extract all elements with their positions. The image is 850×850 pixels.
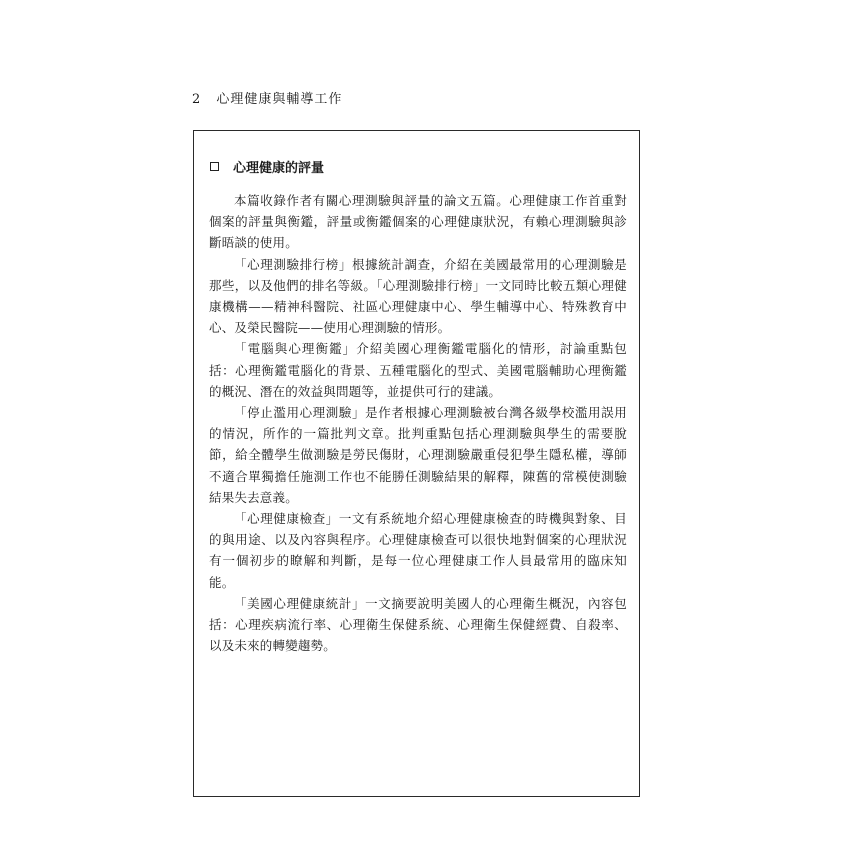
content-frame — [193, 130, 640, 797]
paragraph-test-ranking: 「心理測驗排行榜」根據統計調查，介紹在美國最常用的心理測驗是那些，以及他們的排名等級。「心理測驗排行榜」一文同時比較五類心理健康機構——精神科醫院、社區心理健康中心、學生輔導中心、特殊教育中心、及榮民醫院——使用心理測驗的情形。 — [209, 256, 627, 336]
page-number: 2 — [192, 92, 202, 107]
section-heading — [210, 157, 324, 176]
paragraph-intro: 本篇收錄作者有關心理測驗與評量的論文五篇。心理健康工作首重對個案的評量與衡鑑，評量或衡鑑個案的心理健康狀況，有賴心理測驗與診斷晤談的使用。 — [209, 193, 627, 251]
book-title: 心理健康與輔導工作 — [216, 92, 343, 107]
paragraph-mental-health-checkup: 「心理健康檢查」一文有系統地介紹心理健康檢查的時機與對象、目的與用途、以及內容與程序。心理健康檢查可以很快地對個案的心理狀況有一個初步的瞭解和判斷，是每一位心理健康工作人員最常用的臨床知能。 — [209, 511, 627, 590]
running-head — [192, 88, 342, 107]
body-text — [209, 190, 627, 656]
paragraph-us-statistics: 「美國心理健康統計」一文摘要說明美國人的心理衛生概況，內容包括：心理疾病流行率、心理衛生保健系統、心理衛生保健經費、自殺率、以及未來的轉變趨勢。 — [209, 595, 627, 654]
checkbox-square-icon — [210, 162, 219, 171]
section-title: 心理健康的評量 — [233, 161, 325, 176]
paragraph-stop-test-abuse: 「停止濫用心理測驗」是作者根據心理測驗被台灣各級學校濫用誤用的情況，所作的一篇批判文章。批判重點包括心理測驗與學生的需要脫節，給全體學生做測驗是勞民傷財，心理測驗嚴重侵犯學生隱私權，導師不適合單獨擔任施測工作也不能勝任測驗結果的解釋，陳舊的常模使測驗結果失去意義。 — [209, 405, 627, 505]
paragraph-computer-assessment: 「電腦與心理衡鑑」介紹美國心理衡鑑電腦化的情形，討論重點包括：心理衡鑑電腦化的背景、五種電腦化的型式、美國電腦輔助心理衡鑑的概況、潛在的效益與問題等，並提供可行的建議。 — [209, 341, 627, 399]
